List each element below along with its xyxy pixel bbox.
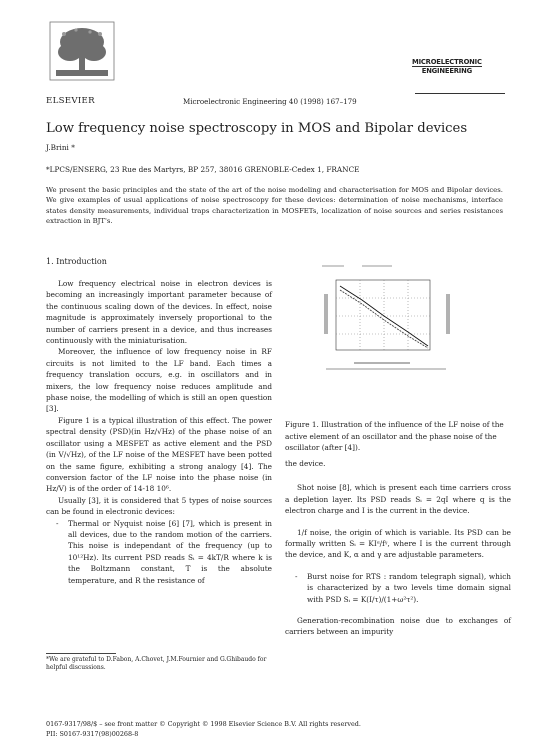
pii-line: PII: S0167-9317(98)00268-8 xyxy=(46,729,139,738)
journal-logo-line1: MICROELECTRONIC xyxy=(412,58,482,66)
journal-reference: Microelectronic Engineering 40 (1998) 167–179 xyxy=(183,97,357,106)
footnote: *We are grateful to D.Fabon, A.Chovet, J.M.Fournier and G.Ghibaudo for helpful discussions. xyxy=(46,656,267,671)
y-axis-label-right xyxy=(446,294,450,334)
figure-plot xyxy=(322,264,470,410)
copyright-line: 0167-9317/98/$ – see front matter © Copyright © 1998 Elsevier Science B.V. All rights reserved. xyxy=(46,720,361,728)
copyright xyxy=(46,720,361,739)
paper-title: Low frequency noise spectroscopy in MOS and Bipolar devices xyxy=(46,121,468,136)
x-axis-label xyxy=(354,362,410,364)
journal-logo-line2: ENGINEERING xyxy=(421,67,472,75)
list-item xyxy=(46,518,272,586)
elsevier-logo xyxy=(46,20,118,96)
elsevier-tree-emblem xyxy=(46,20,118,96)
paragraph: Usually [3], it is considered that 5 types of noise sources can be found in electronic devices: xyxy=(46,495,272,517)
paragraph: Low frequency electrical noise in electron devices is becoming an increasingly important parameter because of the continuous scaling down of the devices. In effect, noise magnitude is approximately inversely proportional to the number of carriers present in a device, and thus increases continuously with the miniaturisation. xyxy=(46,279,272,346)
affiliation: *LPCS/ENSERG, 23 Rue des Martyrs, BP 257, 38016 GRENOBLE-Cedex 1, FRANCE xyxy=(46,165,360,174)
paragraph: Figure 1 is a typical illustration of this effect. The power spectral density (PSD)(in Hz/√Hz) of the phase noise of an oscillator using a MESFET as active element and the PSD (in V/√Hz), of the LF noise of the MESFET have been potted on the same figure, exhibiting a strong analogy [4]. The conversion factor of the LF noise into the phase noise (in Hz/V) is of the order of 14-18 10⁶. xyxy=(46,415,272,494)
author: J.Brini * xyxy=(46,143,75,152)
header-rule xyxy=(415,93,505,94)
paragraph: Generation-recombination noise due to exchanges of carriers between an impurity xyxy=(285,616,511,637)
paragraph: the device. xyxy=(285,459,326,468)
journal-logo xyxy=(412,58,482,75)
footnote-rule xyxy=(46,653,116,654)
list-item-text: Burst noise for RTS : random telegraph signal), which is characterized by a two levels time domain signal with PSD Sᵢ = K(I/τ)/(1+ω²τ²). xyxy=(307,571,511,604)
paragraph: Shot noise [8], which is present each time carriers cross a depletion layer. Its PSD reads Sᵢ = 2qI where q is the electron charge and I is the current in the device. xyxy=(285,483,511,516)
paragraph: Moreover, the influence of low frequency noise in RF circuits is not limited to the LF band. Each times a frequency translation occurs, e.g. in oscillators and in mixers, the low frequency noise reduces amplitude and phase noise, the modelling of which is still an open question [3]. xyxy=(46,347,272,414)
bullet-dash: - xyxy=(56,518,59,528)
x-axis-label-lower xyxy=(326,368,446,370)
y-axis-label-left xyxy=(324,294,328,334)
list-item-text: Thermal or Nyquist noise [6] [7], which is present in all devices, due to the random motion of the carriers. This noise is independant of the frequency (up to 10¹²Hz). Its current PSD reads Sᵢ = 4kT/R where k is the Boltzmann constant, T is the absolute temperature, and R the resistance of xyxy=(68,518,272,585)
publisher-name: ELSEVIER xyxy=(46,96,95,106)
bullet-dash: - xyxy=(295,571,298,581)
abstract: We present the basic principles and the state of the art of the noise modeling and characterisation for MOS and Bipolar devices. We give examples of usual applications of noise spectroscopy for these devices: determination of noise mechanisms, interface states density measurements, individual traps characterization in MOSFETs, localization of noise sources and series resistances extraction in BJT's. xyxy=(46,186,503,225)
figure-1 xyxy=(322,264,470,410)
paragraph: 1/f noise, the origin of which is variable. Its PSD can be formally written Sᵢ = KIᵅ/fᵞ, where I is the current through the device, and K, α and γ are adjustable parameters. xyxy=(285,527,511,560)
section-heading: 1. Introduction xyxy=(46,257,107,266)
figure-caption: Figure 1. Illustration of the influence of the LF noise of the active element of an oscillator and the phase noise of the oscillator (after [4]). xyxy=(285,420,504,452)
right-column xyxy=(285,458,511,638)
list-item xyxy=(285,571,511,605)
left-column xyxy=(46,278,272,586)
